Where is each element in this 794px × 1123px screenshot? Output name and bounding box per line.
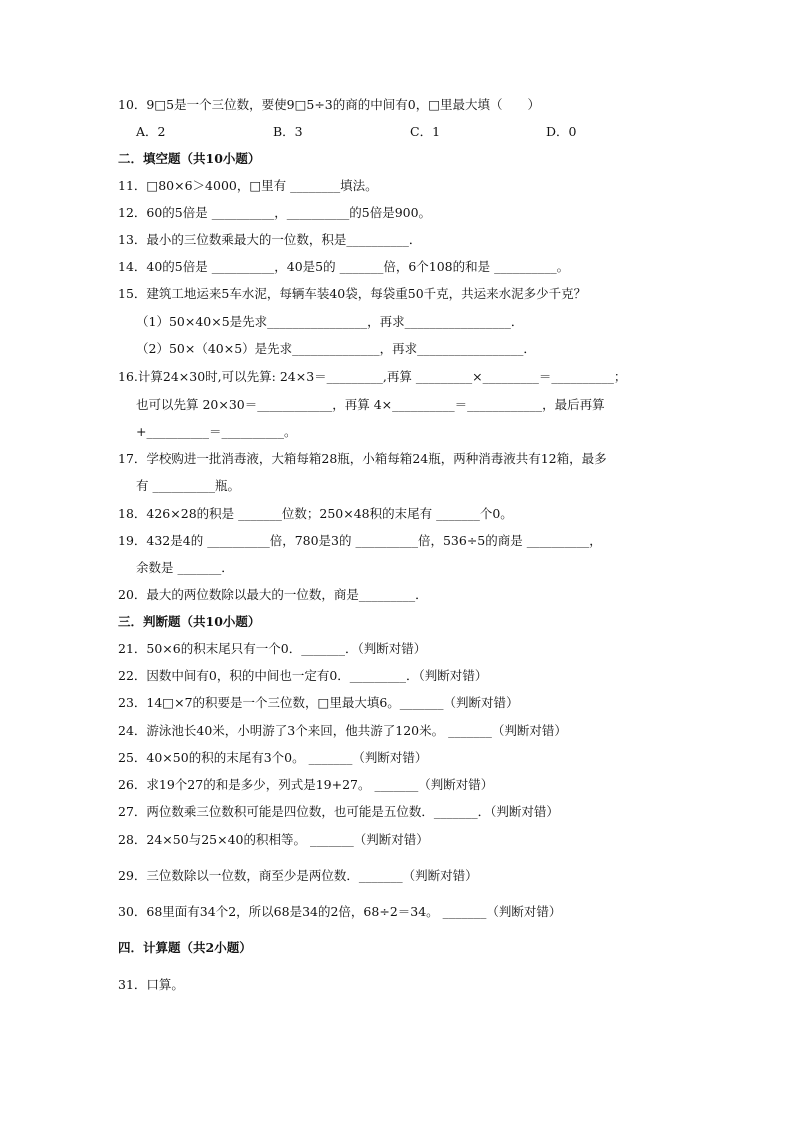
question-13: 13．最小的三位数乘最大的一位数，积是__________． xyxy=(118,232,422,247)
q10-option-b: B．3 xyxy=(273,124,303,139)
question-18: 18．426×28的积是 _______位数；250×48积的末尾有 _______个0。 xyxy=(118,506,513,521)
question-16-line-1: 16.计算24×30时,可以先算: 24×3＝_________,再算 _________×_________＝__________； xyxy=(118,369,627,384)
question-24: 24．游泳池长40米，小明游了3个来回，他共游了120米。 _______（判断对错） xyxy=(118,723,567,738)
q10-option-d: D．0 xyxy=(546,124,577,139)
section-fill-in-title: 二．填空题（共10小题） xyxy=(118,151,261,166)
question-23: 23．14□×7的积要是一个三位数，□里最大填6。_______（判断对错） xyxy=(118,695,519,710)
question-16-line-2: 也可以先算 20×30＝____________，再算 4×__________＝____________，最后再算 xyxy=(136,397,605,412)
question-19-line-1: 19．432是4的 __________倍，780是3的 __________倍，536÷5的商是 __________， xyxy=(118,533,602,548)
question-10: 10．9□5是一个三位数，要使9□5÷3的商的中间有0，□里最大填（ ） xyxy=(118,97,541,112)
question-20: 20．最大的两位数除以最大的一位数，商是_________． xyxy=(118,587,428,602)
question-15: 15．建筑工地运来5车水泥，每辆车装40袋，每袋重50千克，共运来水泥多少千克？ xyxy=(118,286,587,301)
q10-option-a: A．2 xyxy=(136,124,166,139)
question-21: 21．50×6的积末尾只有一个0．_______．（判断对错） xyxy=(118,641,427,656)
question-15-part-1: （1）50×40×5是先求________________，再求_________________． xyxy=(136,314,524,329)
question-11: 11．□80×6＞4000，□里有 ________填法。 xyxy=(118,178,378,193)
q10-option-c: C．1 xyxy=(410,124,441,139)
question-25: 25．40×50的积的末尾有3个0。 _______（判断对错） xyxy=(118,750,428,765)
question-19-line-2: 余数是 _______． xyxy=(136,560,234,575)
question-31: 31．口算。 xyxy=(118,977,184,992)
question-26: 26．求19个27的和是多少，列式是19+27。 _______（判断对错） xyxy=(118,777,494,792)
question-27: 27．两位数乘三位数积可能是四位数，也可能是五位数．_______．（判断对错） xyxy=(118,804,559,819)
question-17-line-2: 有 __________瓶。 xyxy=(136,478,240,493)
question-16-line-3: +__________＝__________。 xyxy=(136,424,297,439)
question-22: 22．因数中间有0，积的中间也一定有0．_________．（判断对错） xyxy=(118,668,488,683)
question-12: 12．60的5倍是 __________，__________的5倍是900。 xyxy=(118,205,432,220)
section-calc-title: 四．计算题（共2小题） xyxy=(118,940,252,955)
question-29: 29．三位数除以一位数，商至少是两位数．_______（判断对错） xyxy=(118,868,478,883)
question-30: 30．68里面有34个2，所以68是34的2倍，68÷2＝34。 _______（判断对错） xyxy=(118,904,562,919)
question-17-line-1: 17．学校购进一批消毒液，大箱每箱28瓶，小箱每箱24瓶，两种消毒液共有12箱，最多 xyxy=(118,451,607,466)
question-15-part-2: （2）50×（40×5）是先求______________，再求_________________． xyxy=(136,341,536,356)
question-14: 14．40的5倍是 __________，40是5的 _______倍，6个108的和是 __________。 xyxy=(118,259,570,274)
question-28: 28．24×50与25×40的积相等。 _______（判断对错） xyxy=(118,832,429,847)
section-judge-title: 三．判断题（共10小题） xyxy=(118,614,261,629)
